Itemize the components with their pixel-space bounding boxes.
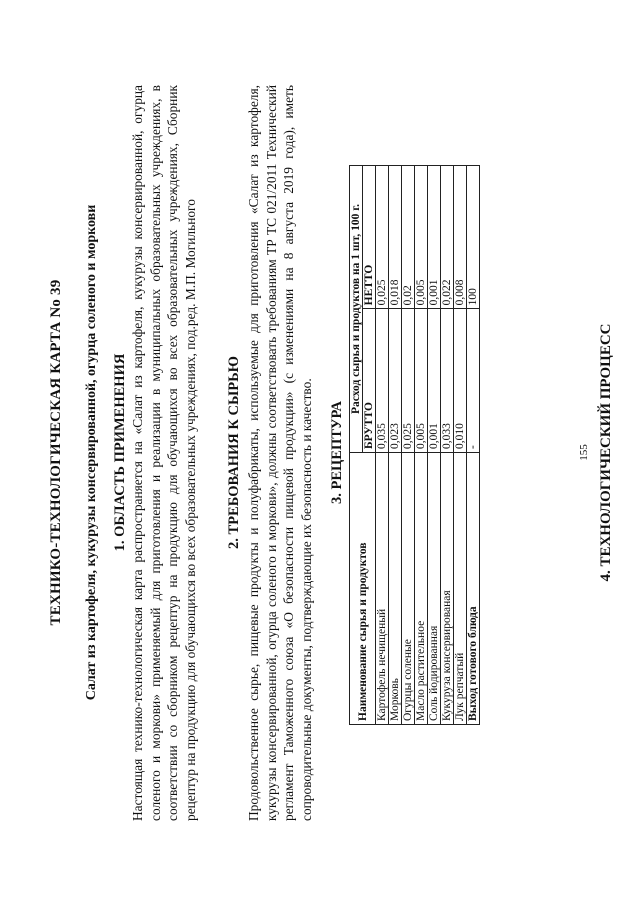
raw-paragraph: Продовольственное сырье, пищевые продукты и полуфабрикаты, используемые для приготовления «Салат из картофеля, кукурузы консервированной, огурца соленого и моркови», должны соответствовать требованиям ТР ТС 021/2011 Технический регламент Таможенного союза «О безопасности пищевой продукции» (с изменениями на 8 августа 2019 года), иметь сопроводительные документы, подтверждающие их безопасность и качество. (246, 85, 314, 821)
section-scope-heading: 1. ОБЛАСТЬ ПРИМЕНЕНИЯ (112, 353, 128, 552)
cell-brutto: 0,001 (428, 309, 441, 453)
cell-name: Лук репчатый (454, 452, 467, 724)
section-scope-text (129, 85, 199, 821)
cell-netto: 100 (467, 166, 480, 309)
section-process-heading: 4. ТЕХНОЛОГИЧЕСКИЙ ПРОЦЕСС (598, 323, 614, 582)
cell-name: Масло растительное (415, 452, 428, 724)
col-name-header: Наименование сырья и продуктов (350, 452, 376, 724)
table-row (428, 166, 441, 725)
cell-name: Огурцы соленые (402, 452, 415, 724)
table-row (389, 166, 402, 725)
cell-brutto: 0,023 (389, 309, 402, 453)
col-group-header: Расход сырья и продуктов на 1 шт, 100 г. (350, 166, 363, 453)
cell-name: Выход готового блюда (467, 452, 480, 724)
table-row (454, 166, 467, 725)
section-raw-text (245, 85, 315, 821)
card-title: ТЕХНИКО-ТЕХНОЛОГИЧЕСКАЯ КАРТА No 39 (48, 279, 64, 626)
cell-name: Кукуруза консервированая (441, 452, 454, 724)
cell-brutto: 0,035 (376, 309, 389, 453)
table-row (467, 166, 480, 725)
table-header-row (350, 166, 363, 725)
cell-netto: 0,005 (415, 166, 428, 309)
section-raw-heading: 2. ТРЕБОВАНИЯ К СЫРЬЮ (226, 356, 242, 549)
cell-brutto: 0,033 (441, 309, 454, 453)
table-row (376, 166, 389, 725)
table-row (441, 166, 454, 725)
cell-netto: 0,008 (454, 166, 467, 309)
cell-netto: 0,022 (441, 166, 454, 309)
col-netto-header: НЕТТО (363, 166, 376, 309)
section-recipe-heading: 3. РЕЦЕПТУРА (329, 400, 345, 505)
cell-netto: 0,025 (376, 166, 389, 309)
recipe-table (349, 165, 480, 725)
cell-brutto: 0,010 (454, 309, 467, 453)
cell-name: Морковь (389, 452, 402, 724)
cell-name: Соль йодированная (428, 452, 441, 724)
cell-brutto: - (467, 309, 480, 453)
cell-netto: 0,001 (428, 166, 441, 309)
table-row (415, 166, 428, 725)
page-number: 155 (578, 444, 590, 461)
cell-brutto: 0,005 (415, 309, 428, 453)
col-brutto-header: БРУТТО (363, 309, 376, 453)
cell-name: Картофель нечищеный (376, 452, 389, 724)
cell-netto: 0,018 (389, 166, 402, 309)
table-row (402, 166, 415, 725)
dish-name: Салат из картофеля, кукурузы консервированной, огурца соленого и моркови (84, 204, 99, 701)
scope-paragraph: Настоящая технико-технологическая карта распространяется на «Салат из картофеля, кукурузы консервированной, огурца соленого и моркови» применяемый для приготовления и реализации в муниципальных образовательных учреждениях, в соответствии со сборником рецептур на продукцию для обучающихся во всех образовательных учреждениях, Сборник рецептур на продукцию для обучающихся во всех образовательных учреждениях, под.ред. М.П. Могильного (130, 85, 198, 821)
cell-netto: 0,02 (402, 166, 415, 309)
cell-brutto: 0,025 (402, 309, 415, 453)
